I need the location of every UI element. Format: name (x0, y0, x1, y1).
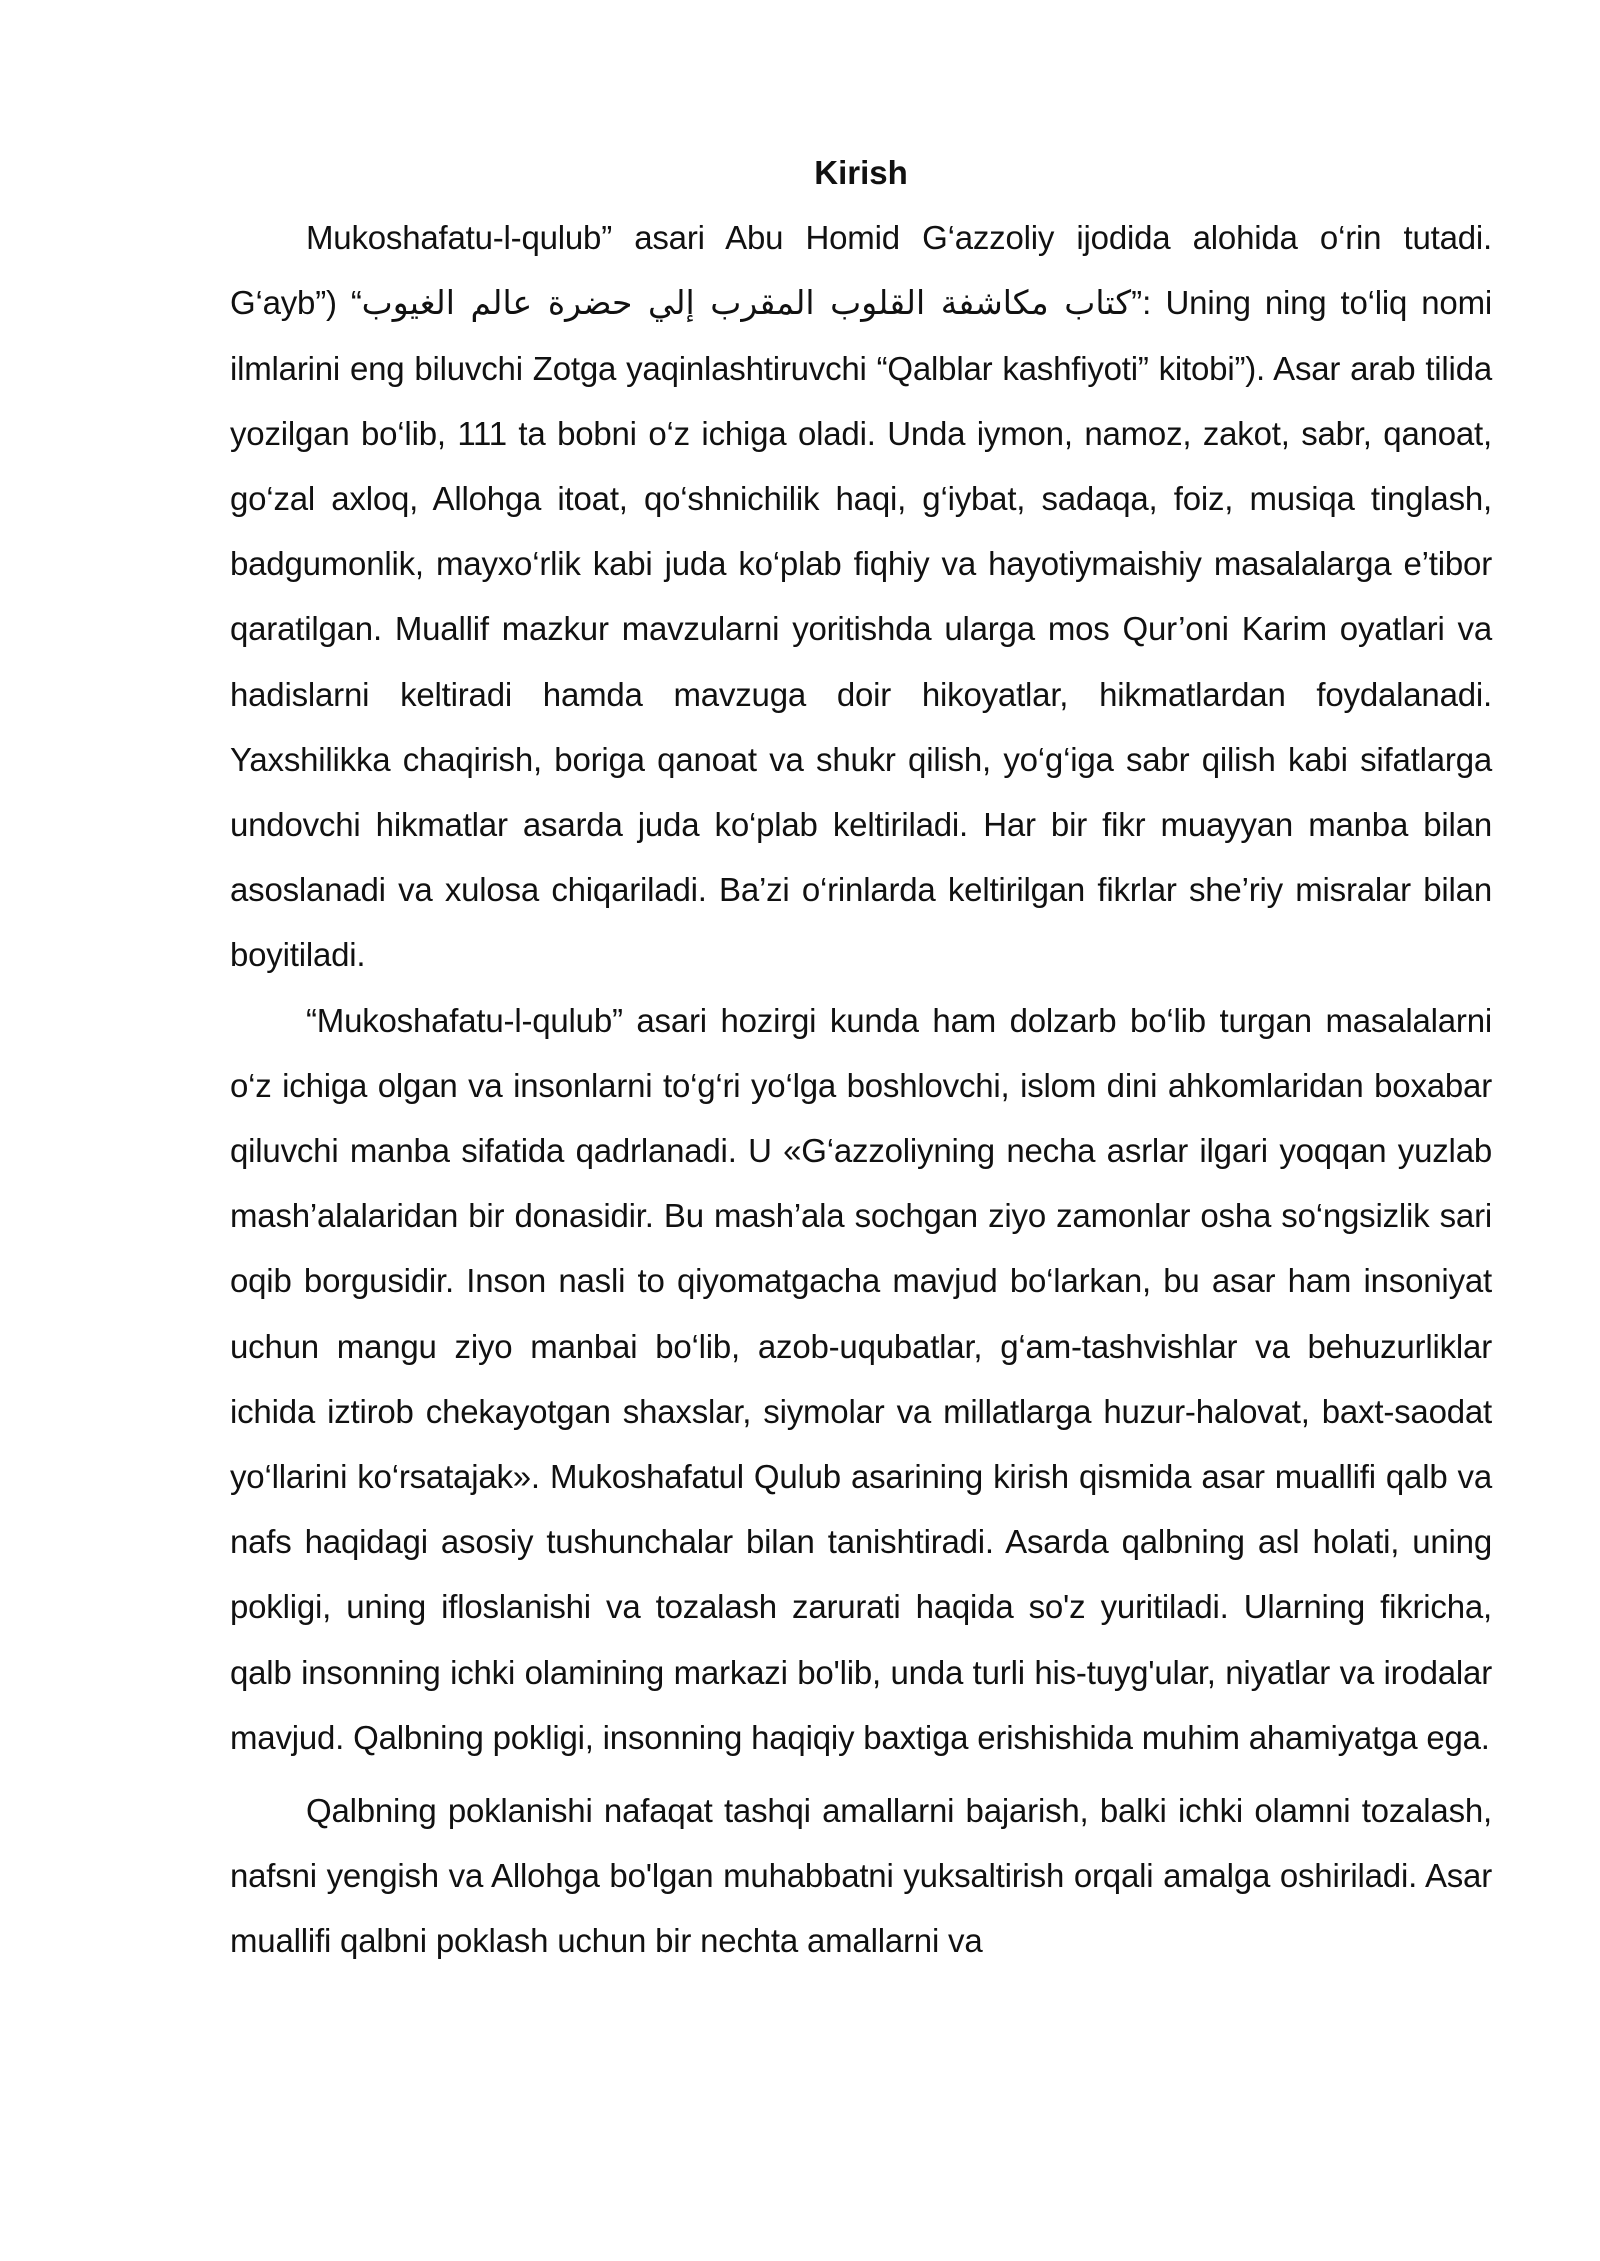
paragraph-1-text-end: ”: Uning ning to‘liq nomi ilmlarini eng biluvchi Zotga yaqinlashtiruvchi “Qalblar kashfiyoti” kitobi”). Asar arab tilida yozilgan bo‘lib, 111 ta bobni o‘z ichiga oladi. Unda iymon, namoz, zakot, sabr, qanoat, go‘zal axloq, Allohga itoat, qo‘shnichilik haqi, g‘iybat, sadaqa, foiz, musiqa tinglash, badgumonlik, mayxo‘rlik kabi juda ko‘plab fiqhiy va hayotiymaishiy masalalarga e’tibor qaratilgan. Muallif mazkur mavzularni yoritishda ularga mos Qur’oni Karim oyatlari va hadislarni keltiradi hamda mavzuga doir hikoyatlar, hikmatlardan foydalanadi. Yaxshilikka chaqirish, boriga qanoat va shukr qilish, yo‘g‘iga sabr qilish kabi sifatlarga undovchi hikmatlar asarda juda ko‘plab keltiriladi. Har bir fikr muayyan manba bilan asoslanadi va xulosa chiqariladi. Ba’zi o‘rinlarda keltirilgan fikrlar she’riy misralar bilan boyitiladi. (230, 284, 1492, 974)
paragraph-1 (230, 205, 1492, 987)
paragraph-3: Qalbning poklanishi nafaqat tashqi amallarni bajarish, balki ichki olamni tozalash, nafsni yengish va Allohga bo'lgan muhabbatni yuksaltirish orqali amalga oshiriladi. Asar muallifi qalbni poklash uchun bir nechta amallarni va (230, 1792, 1492, 1960)
paragraph-2: “Mukoshafatu-l-qulub” asari hozirgi kunda ham dolzarb bo‘lib turgan masalalarni o‘z ichiga olgan va insonlarni to‘g‘ri yo‘lga boshlovchi, islom dini ahkomlaridan boxabar qiluvchi manba sifatida qadrlanadi. U «G‘azzoliyning necha asrlar ilgari yoqqan yuzlab mash’alalaridan bir donasidir. Bu mash’ala sochgan ziyo zamonlar osha so‘ngsizlik sari oqib borgusidir. Inson nasli to qiyomatgacha mavjud bo‘larkan, bu asar ham insoniyat uchun mangu ziyo manbai bo‘lib, azob-uqubatlar, g‘am-tashvishlar va behuzurliklar ichida iztirob chekayotgan shaxslar, siymolar va millatlarga huzur-halovat, baxt-saodat yo‘llarini ko‘rsatajak». Mukoshafatul Qulub asarining kirish qismida asar muallifi qalb va nafs haqidagi asosiy tushunchalar bilan tanishtiradi. Asarda qalbning asl holati, uning pokligi, uning ifloslanishi va tozalash zarurati haqida so'z yuritiladi. Ularning fikricha, qalb insonning ichki olamining markazi bo'lib, unda turli his-tuyg'ular, niyatlar va irodalar mavjud. Qalbning pokligi, insonning haqiqiy baxtiga erishishida muhim ahamiyatga ega. (230, 1001, 1492, 1756)
arabic-book-title: كتاب مكاشفة القلوب المقرب إلي حضرة عالم الغيوب (361, 283, 1132, 323)
document-page (230, 140, 1492, 1974)
document-title: Kirish (814, 154, 908, 191)
paragraph-1-text-start: Mukoshafatu-l-qulub” asari Abu Homid G‘azzoliy ijodida alohida o‘rin tutadi. G‘ayb”) “ (230, 219, 1492, 322)
